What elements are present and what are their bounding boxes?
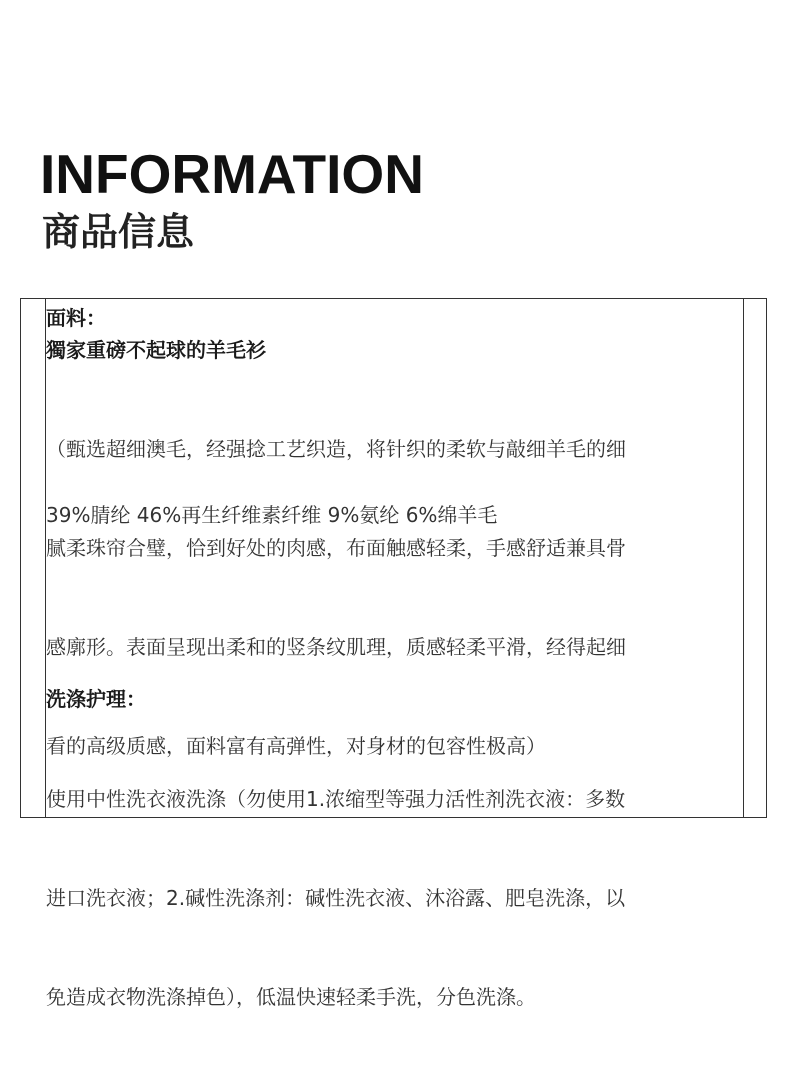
fabric-composition: 39%腈纶 46%再生纤维素纤维 9%氨纶 6%绵羊毛 <box>46 503 498 527</box>
fabric-description-line: 看的高级质感，面料富有高弹性，对身材的包容性极高） <box>46 734 546 758</box>
fabric-description-line: 腻柔珠帘合璧，恰到好处的肉感，布面触感轻柔，手感舒适兼具骨 <box>46 536 626 560</box>
care-description-line: 免造成衣物洗涤掉色），低温快速轻柔手洗，分色洗涤。 <box>46 985 536 1009</box>
care-description-line: 使用中性洗衣液洗涤（勿使用1.浓缩型等强力活性剂洗衣液：多数 <box>46 787 626 811</box>
fabric-description-line: 感廓形。表面呈现出柔和的竖条纹肌理，质感轻柔平滑，经得起细 <box>46 635 626 659</box>
fabric-title: 獨家重磅不起球的羊毛衫 <box>46 338 266 362</box>
fabric-label: 面料： <box>46 306 106 330</box>
table-divider-right <box>743 299 744 817</box>
heading-product-info: 商品信息 <box>42 210 195 254</box>
care-label: 洗涤护理： <box>46 687 146 711</box>
info-content-cell <box>46 299 743 1009</box>
heading-information: INFORMATION <box>40 143 424 205</box>
care-description-line: 进口洗衣液；2.碱性洗涤剂：碱性洗衣液、沐浴露、肥皂洗涤，以 <box>46 886 626 910</box>
fabric-description-line: （甄选超细澳毛，经强捻工艺织造，将针织的柔软与敲细羊毛的细 <box>46 437 626 461</box>
product-info-table <box>20 298 767 1009</box>
care-description <box>46 717 743 1080</box>
